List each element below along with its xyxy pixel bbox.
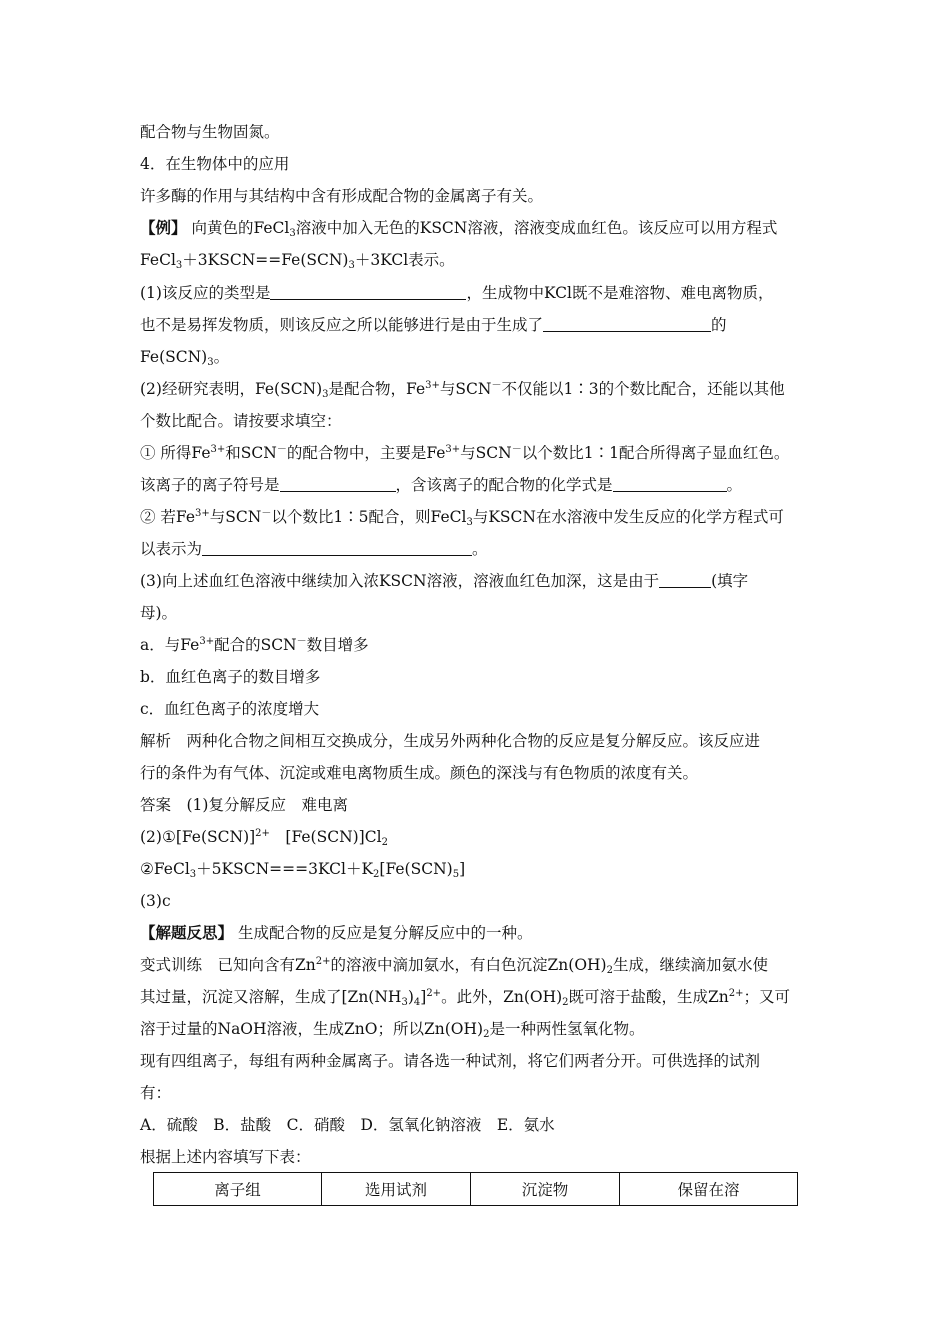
variant-line: 其过量，沉淀又溶解，生成了$[Zn(NH_3)_4]^{2+}$。此外，$Zn(OH)_2$既可溶于盐酸，生成$Zn^{2+}$；又可: [140, 988, 791, 1008]
question-1-line: 也不是易挥发物质，则该反应之所以能够进行是由于生成了 的: [140, 316, 727, 334]
example-tag: 【例】: [140, 218, 187, 237]
answer-line: $(2)①[Fe(SCN)]^{2+}$ $[Fe(SCN)]Cl_2$: [140, 828, 388, 848]
question-2-line: 个数比配合。请按要求填空：: [140, 412, 342, 430]
answer-blank: [659, 572, 711, 588]
analysis-line: 解析 两种化合物之间相互交换成分，生成另外两种化合物的反应是复分解反应。该反应进: [140, 732, 761, 750]
table-header-cell: 选用试剂: [322, 1173, 471, 1206]
answer-blank: [280, 476, 396, 492]
answer-blank: [543, 316, 711, 332]
answer-blank: [270, 284, 466, 300]
analysis-line: 行的条件为有气体、沉淀或难电离物质生成。颜色的深浅与有色物质的浓度有关。: [140, 764, 699, 782]
example-line: 【例】 向黄色的FeCl$_3$溶液中加入无色的KSCN溶液，溶液变成血红色。该反应可以用方程式: [140, 218, 778, 239]
answer-line: (3)c: [140, 892, 171, 910]
answer-table: [153, 1172, 798, 1206]
table-header-cell: 保留在溶: [620, 1173, 798, 1206]
question-3-line: (3)向上述血红色溶液中继续加入浓KSCN溶液，溶液血红色加深，这是由于 (填字: [140, 572, 749, 590]
option-a: a．与$Fe^{3+}$配合的SCN－数目增多: [140, 636, 369, 654]
reagent-options: A．硫酸 B．盐酸 C．硝酸 D．氢氧化钠溶液 E．氨水: [140, 1116, 555, 1134]
question-3-line: 母)。: [140, 604, 178, 622]
variant-line: 溶于过量的NaOH溶液，生成ZnO；所以$Zn(OH)_2$是一种两性氢氧化物。: [140, 1020, 645, 1040]
question-1-line: (1)该反应的类型是 ，生成物中KCl既不是难溶物、难电离物质，: [140, 284, 774, 302]
answer-blank: [202, 540, 472, 556]
option-b: b．血红色离子的数目增多: [140, 668, 321, 686]
table-header-cell: 沉淀物: [471, 1173, 620, 1206]
answer-blank: [613, 476, 727, 492]
table-header-cell: 离子组: [154, 1173, 322, 1206]
question-2-2-line: 以表示为 。: [140, 540, 488, 558]
text-line: 现有四组离子，每组有两种金属离子。请各选一种试剂，将它们两者分开。可供选择的试剂: [140, 1052, 761, 1070]
question-2-1-line: ① 所得$Fe^{3+}$和SCN－的配合物中，主要是$Fe^{3+}$与SCN－以个数比1∶1配合所得离子显血红色。: [140, 444, 790, 462]
text-line: 许多酶的作用与其结构中含有形成配合物的金属离子有关。: [140, 187, 544, 205]
text-line: 有：: [140, 1084, 172, 1102]
answer-line: $②FeCl_3+5KSCN===3KCl+K_2[Fe(SCN)_5]$: [140, 860, 466, 880]
reflection-tag: 【解题反思】: [140, 923, 234, 942]
text-line: 根据上述内容填写下表：: [140, 1148, 311, 1166]
variant-line: 变式训练 已知向含有$Zn^{2+}$的溶液中滴加氨水，有白色沉淀$Zn(OH)_2$生成，继续滴加氨水使: [140, 956, 768, 976]
reflection-line: 【解题反思】 生成配合物的反应是复分解反应中的一种。: [140, 923, 533, 942]
question-1-line: $Fe(SCN)_3$。: [140, 348, 230, 368]
question-2-1-line: 该离子的离子符号是 ，含该离子的配合物的化学式是 。: [140, 476, 743, 494]
option-c: c．血红色离子的浓度增大: [140, 700, 320, 718]
question-2-line: (2)经研究表明，$Fe(SCN)_3$是配合物，$Fe^{3+}$与SCN－不仅能以1∶3的个数比配合，还能以其他: [140, 380, 785, 400]
equation-line: $FeCl_3+3KSCN==Fe(SCN)_3+3KCl$表示。: [140, 251, 455, 271]
text-line: 配合物与生物固氮。: [140, 123, 280, 141]
question-2-2-line: ② 若$Fe^{3+}$与SCN－以个数比1∶5配合，则FeCl$_3$与KSCN在水溶液中发生反应的化学方程式可: [140, 508, 784, 528]
section-heading: 4．在生物体中的应用: [140, 155, 290, 173]
table-header-row: [154, 1173, 798, 1206]
answer-line: 答案 (1)复分解反应 难电离: [140, 796, 348, 814]
